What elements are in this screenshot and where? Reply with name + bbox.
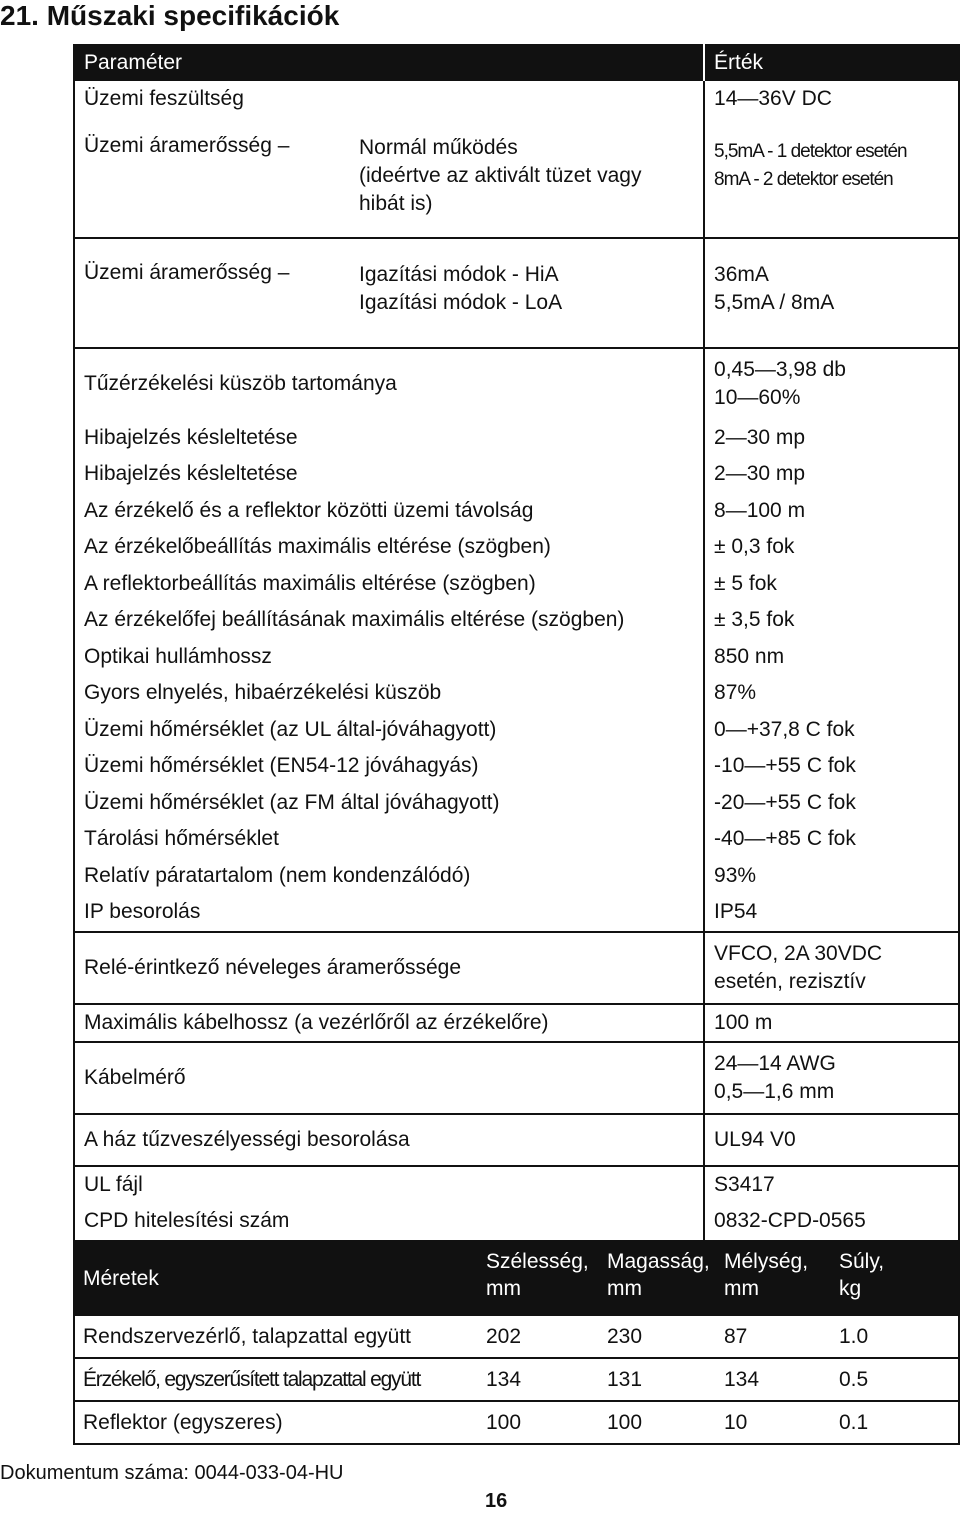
value-line: VFCO, 2A 30VDC	[714, 941, 883, 965]
dims-value-cell: 230	[599, 1316, 716, 1358]
param-cell: A reflektorbeállítás maximális eltérése (szögben)	[74, 566, 704, 603]
value-cell	[704, 118, 959, 238]
header-line: Szélesség,	[486, 1250, 589, 1273]
param-sub-line: Igazítási módok - LoA	[359, 290, 563, 314]
dims-value-cell: 100	[599, 1401, 716, 1444]
dims-value-cell: 0.5	[831, 1358, 959, 1401]
param-sub-line: hibát is)	[359, 191, 433, 215]
param-cell: Optikai hullámhossz	[74, 639, 704, 676]
param-cell: Tűzérzékelési küszöb tartománya	[74, 348, 704, 420]
table-row	[74, 1358, 959, 1401]
dims-value-cell: 131	[599, 1358, 716, 1401]
value-cell: 0—+37,8 C fok	[704, 712, 959, 749]
param-cell: UL fájl	[74, 1166, 704, 1204]
table-row	[74, 81, 959, 118]
value-line: 5,5mA - 1 detektor esetén	[714, 140, 907, 162]
value-line: esetén, rezisztív	[714, 969, 866, 993]
table-row	[74, 529, 959, 566]
table-row	[74, 858, 959, 895]
page-title: 21. Műszaki specifikációk	[0, 0, 340, 31]
dimensions-table	[73, 1242, 960, 1445]
table-row	[74, 932, 959, 1004]
param-cell: Üzemi hőmérséklet (az FM által jóváhagyott)	[74, 785, 704, 822]
value-line: 0,5—1,6 mm	[714, 1079, 835, 1103]
header-line: Magasság,	[607, 1250, 710, 1273]
dims-value-cell: 134	[716, 1358, 831, 1401]
value-cell: 100 m	[704, 1004, 959, 1042]
header-param: Paraméter	[74, 44, 704, 81]
param-cell: Hibajelzés késleltetése	[74, 456, 704, 493]
param-sub-line: (ideértve az aktivált tüzet vagy	[359, 163, 642, 187]
header-line: kg	[839, 1277, 862, 1300]
dims-value-cell: 10	[716, 1401, 831, 1444]
value-line: 0,45—3,98 db	[714, 358, 846, 381]
header-line: Súly,	[839, 1250, 885, 1273]
table-row	[74, 493, 959, 530]
table-row	[74, 712, 959, 749]
dims-value-cell: 87	[716, 1316, 831, 1358]
table-row	[74, 566, 959, 603]
header-value: Érték	[704, 44, 959, 81]
param-cell	[74, 238, 350, 348]
table-row	[74, 420, 959, 457]
param-cell: Tárolási hőmérséklet	[74, 821, 704, 858]
dims-value-cell: 1.0	[831, 1316, 959, 1358]
param-sub-line: Igazítási módok - HiA	[359, 262, 559, 286]
param-label: Üzemi áramerősség –	[84, 260, 290, 284]
value-cell	[704, 238, 959, 348]
table-row	[74, 639, 959, 676]
value-cell: 2—30 mp	[704, 456, 959, 493]
value-cell: -40—+85 C fok	[704, 821, 959, 858]
value-cell: ± 0,3 fok	[704, 529, 959, 566]
param-cell: IP besorolás	[74, 894, 704, 932]
value-cell: 0832-CPD-0565	[704, 1203, 959, 1241]
table-row	[74, 238, 959, 348]
dims-value-cell: 100	[478, 1401, 599, 1444]
param-cell: Kábelmérő	[74, 1042, 704, 1114]
dims-header-width	[478, 1242, 599, 1316]
value-cell: ± 5 fok	[704, 566, 959, 603]
param-cell: Üzemi hőmérséklet (EN54-12 jóváhagyás)	[74, 748, 704, 785]
table-row	[74, 821, 959, 858]
table-row	[74, 118, 959, 238]
header-line: mm	[724, 1277, 759, 1300]
table-row	[74, 1401, 959, 1444]
dims-name-cell: Rendszervezérlő, talapzattal együtt	[74, 1316, 478, 1358]
value-cell: S3417	[704, 1166, 959, 1204]
value-line: 10—60%	[714, 386, 801, 409]
value-cell	[704, 1042, 959, 1114]
table-row	[74, 1042, 959, 1114]
param-cell: Hibajelzés késleltetése	[74, 420, 704, 457]
header-line: mm	[607, 1277, 642, 1300]
value-cell: 93%	[704, 858, 959, 895]
header-line: Mélység,	[724, 1250, 809, 1273]
value-cell: IP54	[704, 894, 959, 932]
value-line: 8mA - 2 detektor esetén	[714, 168, 893, 190]
param-cell: Az érzékelő és a reflektor közötti üzemi távolság	[74, 493, 704, 530]
value-cell: -20—+55 C fok	[704, 785, 959, 822]
param-cell: Üzemi hőmérséklet (az UL által-jóváhagyott)	[74, 712, 704, 749]
table-row	[74, 894, 959, 932]
dims-name-cell: Érzékelő, egyszerűsített talapzattal együtt	[74, 1358, 478, 1401]
param-sub-cell	[350, 238, 704, 348]
param-label: Üzemi áramerősség –	[84, 133, 290, 157]
table-row	[74, 1203, 959, 1241]
param-cell: A ház tűzveszélyességi besorolása	[74, 1114, 704, 1166]
dims-header-row	[74, 1242, 959, 1316]
table-row	[74, 748, 959, 785]
param-cell: Gyors elnyelés, hibaérzékelési küszöb	[74, 675, 704, 712]
value-cell: 14—36V DC	[704, 81, 959, 118]
param-cell: Az érzékelőfej beállításának maximális eltérése (szögben)	[74, 602, 704, 639]
value-cell	[704, 932, 959, 1004]
document-number: Dokumentum száma: 0044-033-04-HU	[0, 1462, 344, 1484]
value-cell: 2—30 mp	[704, 420, 959, 457]
param-cell: Maximális kábelhossz (a vezérlőről az érzékelőre)	[74, 1004, 704, 1042]
value-cell: 8—100 m	[704, 493, 959, 530]
value-line: 24—14 AWG	[714, 1051, 836, 1075]
dims-value-cell: 202	[478, 1316, 599, 1358]
value-cell: 850 nm	[704, 639, 959, 676]
dims-value-cell: 134	[478, 1358, 599, 1401]
value-line: 5,5mA / 8mA	[714, 290, 835, 314]
dims-name-cell: Reflektor (egyszeres)	[74, 1401, 478, 1444]
param-sub-line: Normál működés	[359, 135, 518, 159]
param-cell: Üzemi feszültség	[74, 81, 704, 118]
dims-header-depth	[716, 1242, 831, 1316]
table-row	[74, 456, 959, 493]
param-cell: Relatív páratartalom (nem kondenzálódó)	[74, 858, 704, 895]
value-line: 36mA	[714, 262, 769, 286]
value-cell: 87%	[704, 675, 959, 712]
param-sub-cell	[350, 118, 704, 238]
dims-value-cell: 0.1	[831, 1401, 959, 1444]
table-row	[74, 348, 959, 420]
table-row	[74, 1114, 959, 1166]
dims-header-label: Méretek	[74, 1242, 478, 1316]
value-cell	[704, 348, 959, 420]
value-cell: ± 3,5 fok	[704, 602, 959, 639]
dims-header-weight	[831, 1242, 959, 1316]
value-cell: UL94 V0	[704, 1114, 959, 1166]
param-cell: Az érzékelőbeállítás maximális eltérése (szögben)	[74, 529, 704, 566]
param-cell: CPD hitelesítési szám	[74, 1203, 704, 1241]
table-row	[74, 602, 959, 639]
table-row	[74, 1316, 959, 1358]
table-row	[74, 785, 959, 822]
table-row	[74, 1004, 959, 1042]
spec-table	[73, 44, 960, 1242]
header-line: mm	[486, 1277, 521, 1300]
table-row	[74, 675, 959, 712]
page-number: 16	[485, 1490, 508, 1512]
dims-header-height	[599, 1242, 716, 1316]
spec-header-row	[74, 44, 959, 81]
value-cell: -10—+55 C fok	[704, 748, 959, 785]
param-cell: Relé-érintkező néveleges áramerőssége	[74, 932, 704, 1004]
param-cell	[74, 118, 350, 238]
table-row	[74, 1166, 959, 1204]
